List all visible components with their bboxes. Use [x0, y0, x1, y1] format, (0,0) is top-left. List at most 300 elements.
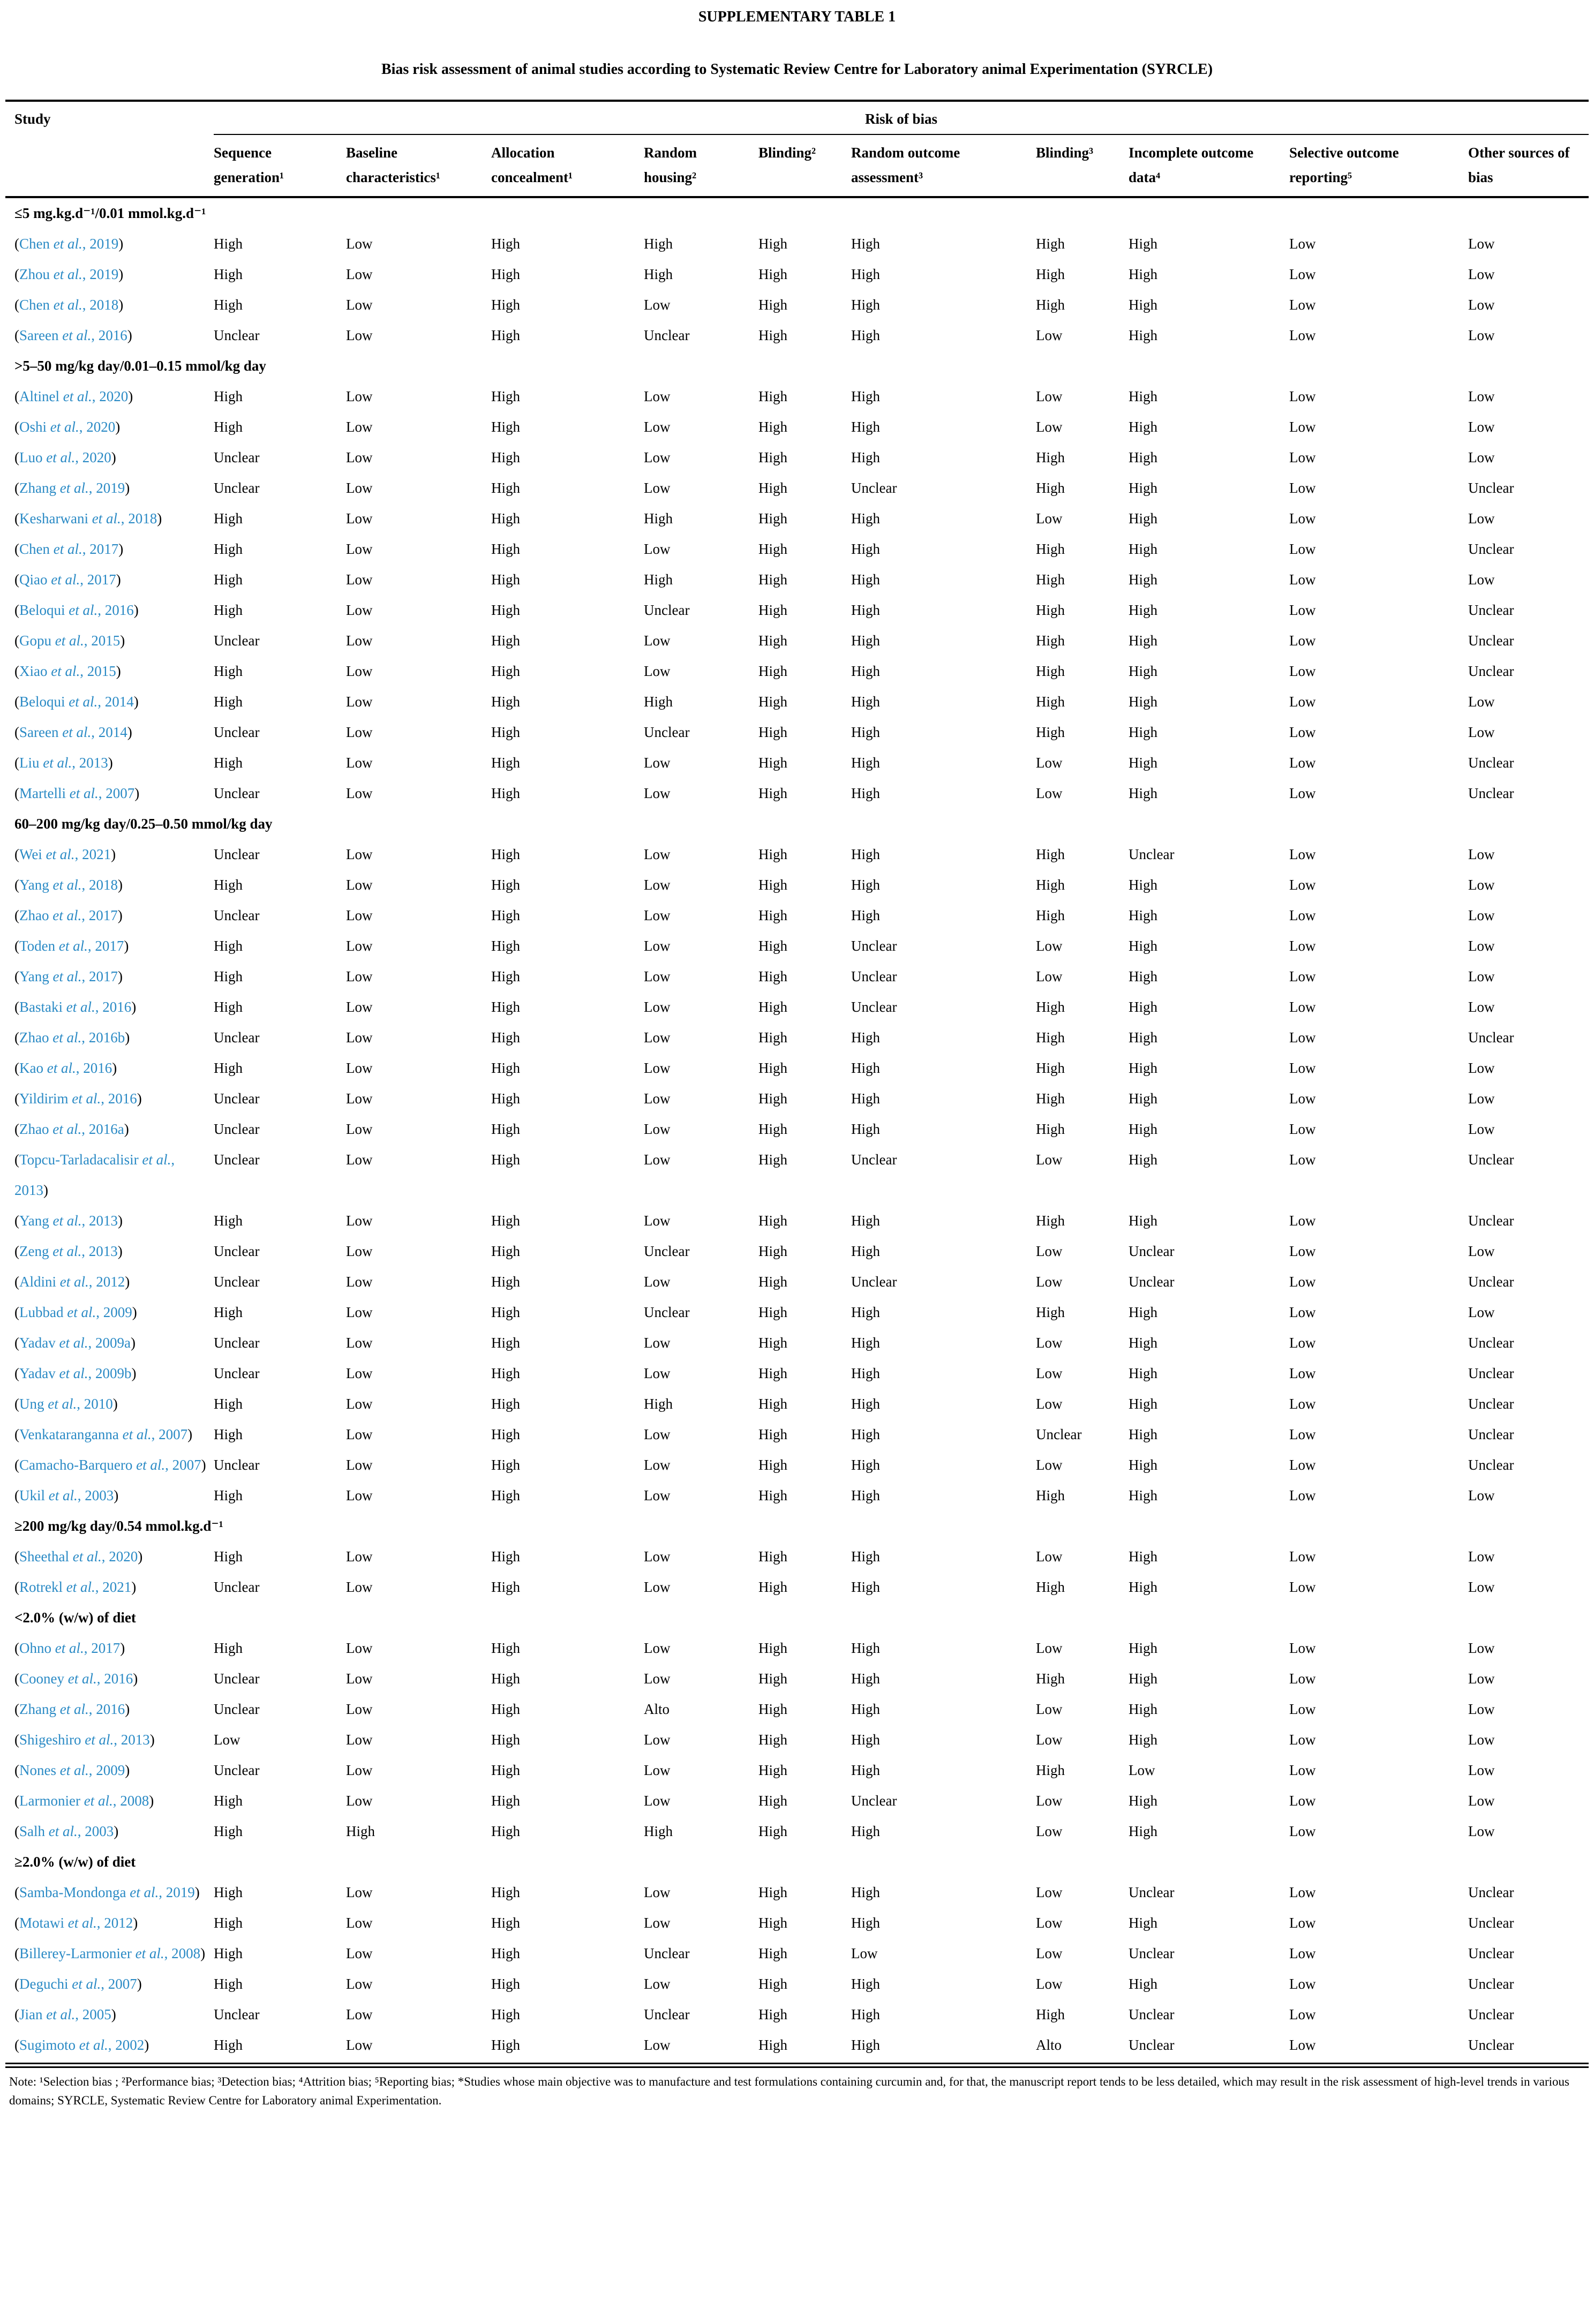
risk-cell: Unclear — [851, 938, 897, 954]
risk-cell: Low — [1036, 1457, 1063, 1473]
paren-close: ) — [133, 602, 139, 618]
risk-cell: High — [491, 388, 520, 404]
risk-cell: High — [1129, 1304, 1157, 1320]
risk-cell: High — [1036, 1762, 1065, 1778]
risk-cell: High — [1036, 999, 1065, 1015]
risk-cell: High — [758, 785, 787, 801]
risk-cell: Low — [644, 1487, 671, 1503]
risk-cell: High — [851, 2006, 880, 2022]
risk-cell: Low — [1289, 999, 1316, 1015]
column-header-blinding-detection: Blinding³ — [1036, 145, 1094, 161]
risk-cell: Low — [346, 236, 373, 252]
risk-cell: Low — [1468, 999, 1495, 1015]
study-citation — [5, 1236, 214, 1267]
risk-cell: High — [214, 602, 243, 618]
risk-cell: Low — [346, 968, 373, 984]
risk-cell: Low — [644, 1640, 671, 1656]
risk-cell: Low — [1289, 907, 1316, 923]
risk-cell: High — [1129, 1426, 1157, 1442]
paren-close: ) — [111, 449, 116, 465]
paren-close: ) — [108, 755, 113, 771]
study-row — [5, 565, 1589, 595]
risk-cell: High — [758, 633, 787, 649]
risk-cell: Low — [644, 785, 671, 801]
risk-cell: High — [851, 1671, 880, 1687]
study-citation-link[interactable]: Sareen et al., 2016 — [19, 327, 127, 343]
risk-cell: Low — [346, 633, 373, 649]
risk-cell: Low — [346, 877, 373, 893]
risk-cell: High — [758, 968, 787, 984]
risk-cell: Unclear — [851, 999, 897, 1015]
paren-open: ( — [14, 1365, 19, 1381]
paren-open: ( — [14, 724, 19, 740]
study-row — [5, 290, 1589, 320]
study-row — [5, 1145, 1589, 1206]
study-row — [5, 259, 1589, 290]
risk-cell: High — [1036, 602, 1065, 618]
risk-cell: Low — [644, 999, 671, 1015]
risk-cell: Low — [1289, 1335, 1316, 1351]
paren-close: ) — [200, 1945, 206, 1961]
risk-cell: Low — [214, 1732, 240, 1748]
risk-cell: High — [851, 1701, 880, 1717]
risk-cell: High — [758, 449, 787, 465]
risk-cell: Low — [346, 724, 373, 740]
study-citation-link[interactable]: Gopu et al., 2015 — [19, 633, 121, 649]
risk-cell: High — [851, 785, 880, 801]
study-citation-link[interactable]: Xiao et al., 2015 — [19, 663, 116, 679]
column-header-sequence-generation: Sequence generation¹ — [214, 145, 284, 185]
risk-cell: Unclear — [1468, 2037, 1514, 2053]
study-citation-link[interactable]: Chen et al., 2018 — [19, 297, 119, 313]
study-citation-link[interactable]: Sugimoto et al., 2002 — [19, 2037, 145, 2053]
study-citation-link[interactable]: Qiao et al., 2017 — [19, 571, 116, 588]
study-citation-link[interactable]: Cooney et al., 2016 — [19, 1671, 133, 1687]
paren-open: ( — [14, 571, 19, 588]
study-row — [5, 1206, 1589, 1236]
risk-cell: Low — [1468, 877, 1495, 893]
risk-cell: High — [851, 1884, 880, 1900]
study-citation-link[interactable]: Sheethal et al., 2020 — [19, 1548, 138, 1565]
risk-cell: Low — [346, 1274, 373, 1290]
study-citation-link[interactable]: Venkataranganna et al., 2007 — [19, 1426, 188, 1442]
risk-cell: Low — [1289, 2037, 1316, 2053]
risk-cell: Low — [1289, 1915, 1316, 1931]
risk-cell: Low — [1036, 1915, 1063, 1931]
paren-close: ) — [131, 1579, 137, 1595]
paren-open: ( — [14, 1243, 19, 1259]
paren-close: ) — [125, 1274, 130, 1290]
study-citation-link[interactable]: Yang et al., 2017 — [19, 968, 118, 984]
risk-cell: High — [1129, 907, 1157, 923]
risk-cell: Low — [644, 1915, 671, 1931]
risk-cell: Low — [346, 1793, 373, 1809]
risk-cell: High — [758, 236, 787, 252]
risk-cell: Low — [644, 419, 671, 435]
study-citation-link[interactable]: Kesharwani et al., 2018 — [19, 510, 157, 527]
risk-cell: Low — [346, 541, 373, 557]
risk-cell: Low — [644, 449, 671, 465]
risk-of-bias-header: Risk of bias — [864, 111, 938, 127]
risk-cell: High — [1129, 388, 1157, 404]
risk-cell: High — [851, 1457, 880, 1473]
risk-cell: High — [491, 327, 520, 343]
risk-cell: Low — [1289, 297, 1316, 313]
risk-cell: High — [1036, 266, 1065, 282]
paren-open: ( — [14, 449, 19, 465]
study-citation — [5, 1664, 214, 1694]
study-citation-link[interactable]: Zhou et al., 2019 — [19, 266, 119, 282]
study-citation — [5, 595, 214, 626]
risk-cell: High — [491, 571, 520, 588]
study-citation — [5, 1022, 214, 1053]
risk-cell: Low — [1289, 388, 1316, 404]
study-citation — [5, 1694, 214, 1725]
paren-open: ( — [14, 1793, 19, 1809]
study-row — [5, 534, 1589, 565]
risk-cell: Low — [1289, 1457, 1316, 1473]
risk-cell: High — [758, 1671, 787, 1687]
risk-cell: High — [1036, 541, 1065, 557]
paren-open: ( — [14, 388, 19, 404]
risk-cell: High — [851, 266, 880, 282]
study-row — [5, 412, 1589, 442]
risk-cell: High — [1036, 1029, 1065, 1046]
risk-cell: High — [214, 266, 243, 282]
risk-cell: High — [758, 2006, 787, 2022]
risk-cell: High — [758, 1304, 787, 1320]
risk-cell: Unclear — [1129, 2006, 1175, 2022]
risk-cell: High — [1129, 877, 1157, 893]
study-citation-link[interactable]: Lubbad et al., 2009 — [19, 1304, 132, 1320]
paren-close: ) — [118, 877, 123, 893]
risk-cell: Low — [1468, 1487, 1495, 1503]
risk-cell: Unclear — [1129, 1274, 1175, 1290]
risk-cell: High — [491, 968, 520, 984]
risk-cell: Low — [346, 480, 373, 496]
risk-cell: High — [851, 1579, 880, 1595]
risk-cell: High — [1036, 480, 1065, 496]
paren-close: ) — [149, 1732, 155, 1748]
risk-cell: High — [758, 1365, 787, 1381]
study-citation-link[interactable]: Zeng et al., 2013 — [19, 1243, 118, 1259]
study-citation — [5, 1114, 214, 1145]
risk-cell: Low — [644, 1793, 671, 1809]
study-citation-link[interactable]: Zhao et al., 2016b — [19, 1029, 125, 1046]
risk-cell: Low — [1289, 633, 1316, 649]
study-citation — [5, 1480, 214, 1511]
risk-cell: High — [851, 2037, 880, 2053]
risk-cell: High — [1129, 1457, 1157, 1473]
study-citation — [5, 687, 214, 717]
study-citation-link[interactable]: Shigeshiro et al., 2013 — [19, 1732, 150, 1748]
risk-cell: Low — [1036, 1976, 1063, 1992]
risk-cell: Low — [346, 602, 373, 618]
risk-cell: Low — [1289, 1365, 1316, 1381]
risk-cell: Low — [1289, 602, 1316, 618]
risk-cell: High — [491, 1762, 520, 1778]
study-row — [5, 1084, 1589, 1114]
risk-cell: High — [1129, 1548, 1157, 1565]
risk-cell: High — [1129, 1213, 1157, 1229]
risk-cell: Unclear — [1468, 1915, 1514, 1931]
study-citation-link[interactable]: Aldini et al., 2012 — [19, 1274, 125, 1290]
risk-cell: High — [1129, 1365, 1157, 1381]
risk-cell: Low — [346, 1060, 373, 1076]
study-citation-link[interactable]: Toden et al., 2017 — [19, 938, 124, 954]
paren-open: ( — [14, 1579, 19, 1595]
risk-cell: High — [491, 419, 520, 435]
study-citation-link[interactable]: Salh et al., 2003 — [19, 1823, 114, 1839]
risk-cell: Low — [1468, 266, 1495, 282]
study-citation-link[interactable]: Samba-Mondonga et al., 2019 — [19, 1884, 195, 1900]
paren-close: ) — [118, 968, 123, 984]
study-citation-link[interactable]: Zhao et al., 2017 — [19, 907, 118, 923]
risk-cell: High — [758, 663, 787, 679]
study-citation — [5, 503, 214, 534]
risk-cell: Low — [1289, 785, 1316, 801]
risk-cell: Unclear — [214, 846, 260, 862]
risk-cell: High — [491, 785, 520, 801]
paren-open: ( — [14, 1976, 19, 1992]
study-citation-link[interactable]: Larmonier et al., 2008 — [19, 1793, 149, 1809]
study-row — [5, 626, 1589, 656]
paren-close: ) — [125, 1701, 130, 1717]
risk-cell: High — [491, 1213, 520, 1229]
paren-open: ( — [14, 1548, 19, 1565]
risk-cell: Low — [1289, 480, 1316, 496]
paren-open: ( — [14, 1762, 19, 1778]
study-citation-link[interactable]: Chen et al., 2019 — [19, 236, 119, 252]
risk-cell: High — [214, 1640, 243, 1656]
risk-cell: Low — [1289, 1762, 1316, 1778]
risk-cell: Low — [1036, 510, 1063, 527]
paren-open: ( — [14, 785, 19, 801]
study-citation-link[interactable]: Ohno et al., 2017 — [19, 1640, 121, 1656]
study-citation — [5, 1297, 214, 1328]
study-citation-link[interactable]: Zhang et al., 2016 — [19, 1701, 125, 1717]
study-row — [5, 717, 1589, 748]
risk-cell: High — [1129, 663, 1157, 679]
risk-cell: High — [491, 999, 520, 1015]
study-row — [5, 992, 1589, 1022]
risk-cell: High — [491, 663, 520, 679]
risk-cell: Unclear — [644, 1243, 690, 1259]
risk-cell: Unclear — [1468, 2006, 1514, 2022]
risk-cell: Unclear — [214, 1335, 260, 1351]
risk-cell: Low — [644, 1884, 671, 1900]
risk-cell: Unclear — [1468, 663, 1514, 679]
study-citation-link[interactable]: Ukil et al., 2003 — [19, 1487, 114, 1503]
risk-cell: High — [491, 1243, 520, 1259]
study-citation-link[interactable]: Yang et al., 2018 — [19, 877, 118, 893]
risk-cell: Unclear — [1129, 1945, 1175, 1961]
paren-close: ) — [118, 236, 124, 252]
risk-cell: Low — [346, 1487, 373, 1503]
risk-cell: High — [1129, 1090, 1157, 1107]
study-row — [5, 1267, 1589, 1297]
study-citation — [5, 1053, 214, 1084]
study-citation-link[interactable]: Wei et al., 2021 — [19, 846, 111, 862]
paren-open: ( — [14, 419, 19, 435]
risk-cell: High — [491, 1121, 520, 1137]
study-citation-link[interactable]: Deguchi et al., 2007 — [19, 1976, 137, 1992]
paren-open: ( — [14, 633, 19, 649]
study-citation-link[interactable]: Oshi et al., 2020 — [19, 419, 116, 435]
study-citation-link[interactable]: Jian et al., 2005 — [19, 2006, 111, 2022]
risk-cell: Low — [1036, 1945, 1063, 1961]
study-citation-link[interactable]: Kao et al., 2016 — [19, 1060, 112, 1076]
study-citation-link[interactable]: Martelli et al., 2007 — [19, 785, 135, 801]
study-citation-link[interactable]: Yadav et al., 2009b — [19, 1365, 132, 1381]
study-citation-link[interactable]: Zhao et al., 2016a — [19, 1121, 124, 1137]
paren-open: ( — [14, 1671, 19, 1687]
risk-cell: Unclear — [1468, 1029, 1514, 1046]
paren-open: ( — [14, 846, 19, 862]
study-citation — [5, 381, 214, 412]
paren-open: ( — [14, 1121, 19, 1137]
risk-cell: Low — [1036, 419, 1063, 435]
risk-cell: Low — [346, 1915, 373, 1931]
risk-cell: Low — [346, 419, 373, 435]
paren-close: ) — [133, 694, 139, 710]
risk-cell: Low — [346, 1090, 373, 1107]
paren-open: ( — [14, 1152, 19, 1168]
risk-cell: High — [214, 1304, 243, 1320]
risk-cell: Unclear — [1468, 1457, 1514, 1473]
study-citation-link[interactable]: Yildirim et al., 2016 — [19, 1090, 137, 1107]
risk-cell: High — [491, 2006, 520, 2022]
paren-close: ) — [127, 327, 132, 343]
risk-cell: High — [491, 480, 520, 496]
study-citation-link[interactable]: Sareen et al., 2014 — [19, 724, 127, 740]
study-citation-link[interactable]: Luo et al., 2020 — [19, 449, 111, 465]
study-citation-link[interactable]: Yang et al., 2013 — [19, 1213, 118, 1229]
risk-cell: High — [758, 1487, 787, 1503]
risk-cell: High — [1129, 1823, 1157, 1839]
risk-cell: Low — [644, 968, 671, 984]
study-citation-link[interactable]: Billerey-Larmonier et al., 2008 — [19, 1945, 201, 1961]
study-citation — [5, 229, 214, 259]
risk-cell: Low — [1036, 1732, 1063, 1748]
study-citation — [5, 656, 214, 687]
paren-close: ) — [125, 1029, 130, 1046]
risk-cell: Low — [346, 1152, 373, 1168]
study-row — [5, 1236, 1589, 1267]
paren-open: ( — [14, 1487, 19, 1503]
risk-cell: High — [491, 907, 520, 923]
study-row — [5, 1572, 1589, 1603]
risk-cell: Low — [1289, 1029, 1316, 1046]
study-citation — [5, 1908, 214, 1938]
study-citation-link[interactable]: Bastaki et al., 2016 — [19, 999, 132, 1015]
risk-cell: Low — [346, 1640, 373, 1656]
paren-open: ( — [14, 510, 19, 527]
paren-close: ) — [124, 1121, 129, 1137]
study-citation-link[interactable]: Yadav et al., 2009a — [19, 1335, 131, 1351]
risk-cell: High — [491, 1029, 520, 1046]
risk-cell: Low — [1289, 2006, 1316, 2022]
study-citation-link[interactable]: Beloqui et al., 2014 — [19, 694, 134, 710]
risk-cell: Low — [644, 1090, 671, 1107]
risk-cell: Unclear — [214, 1701, 260, 1717]
study-citation-link[interactable]: Liu et al., 2013 — [19, 755, 108, 771]
study-citation-link[interactable]: Beloqui et al., 2016 — [19, 602, 134, 618]
risk-cell: High — [1036, 297, 1065, 313]
risk-cell: Low — [1289, 1213, 1316, 1229]
paren-open: ( — [14, 938, 19, 954]
study-citation — [5, 320, 214, 351]
paren-open: ( — [14, 1457, 19, 1473]
risk-cell: High — [758, 1976, 787, 1992]
risk-cell: Low — [1468, 449, 1495, 465]
study-citation — [5, 1206, 214, 1236]
risk-cell: Low — [644, 1060, 671, 1076]
study-citation-link[interactable]: Topcu-Tarladacalisir et al., 2013 — [14, 1152, 175, 1198]
risk-cell: Low — [1036, 1701, 1063, 1717]
risk-cell: High — [851, 1396, 880, 1412]
study-citation-link[interactable]: Nones et al., 2009 — [19, 1762, 125, 1778]
risk-cell: Low — [346, 694, 373, 710]
risk-cell: High — [851, 1487, 880, 1503]
risk-cell: High — [1036, 663, 1065, 679]
study-citation — [5, 442, 214, 473]
risk-cell: High — [1129, 755, 1157, 771]
risk-cell: High — [758, 419, 787, 435]
risk-cell: High — [1129, 297, 1157, 313]
study-citation-link[interactable]: Altinel et al., 2020 — [19, 388, 129, 404]
paren-open: ( — [14, 1732, 19, 1748]
study-citation — [5, 1633, 214, 1664]
risk-cell: Unclear — [1468, 755, 1514, 771]
risk-cell: High — [214, 541, 243, 557]
risk-cell: Low — [1289, 1793, 1316, 1809]
paren-close: ) — [132, 1304, 137, 1320]
risk-cell: High — [1129, 968, 1157, 984]
risk-cell: Unclear — [214, 907, 260, 923]
study-row — [5, 1450, 1589, 1480]
risk-cell: High — [851, 846, 880, 862]
risk-cell: Unclear — [1468, 1274, 1514, 1290]
risk-cell: High — [1129, 724, 1157, 740]
bias-risk-table — [5, 100, 1589, 2068]
study-citation-link[interactable]: Ung et al., 2010 — [19, 1396, 113, 1412]
study-citation-link[interactable]: Camacho-Barquero et al., 2007 — [19, 1457, 201, 1473]
study-citation-link[interactable]: Rotrekl et al., 2021 — [19, 1579, 132, 1595]
risk-cell: High — [758, 541, 787, 557]
risk-cell: Low — [346, 1579, 373, 1595]
paren-close: ) — [133, 1671, 138, 1687]
risk-cell: High — [1036, 633, 1065, 649]
risk-cell: Low — [1468, 1701, 1495, 1717]
study-citation-link[interactable]: Chen et al., 2017 — [19, 541, 119, 557]
study-citation-link[interactable]: Motawi et al., 2012 — [19, 1915, 133, 1931]
risk-cell: Low — [1289, 1548, 1316, 1565]
risk-cell: Low — [1468, 297, 1495, 313]
risk-cell: Low — [644, 1335, 671, 1351]
risk-cell: Unclear — [214, 1243, 260, 1259]
risk-cell: High — [491, 1945, 520, 1961]
study-citation-link[interactable]: Zhang et al., 2019 — [19, 480, 125, 496]
risk-cell: Low — [346, 510, 373, 527]
risk-cell: High — [758, 1640, 787, 1656]
risk-cell: High — [214, 663, 243, 679]
study-row — [5, 1328, 1589, 1358]
paren-open: ( — [14, 1426, 19, 1442]
risk-cell: Low — [1036, 1243, 1063, 1259]
study-row — [5, 1053, 1589, 1084]
risk-cell: Low — [1289, 419, 1316, 435]
